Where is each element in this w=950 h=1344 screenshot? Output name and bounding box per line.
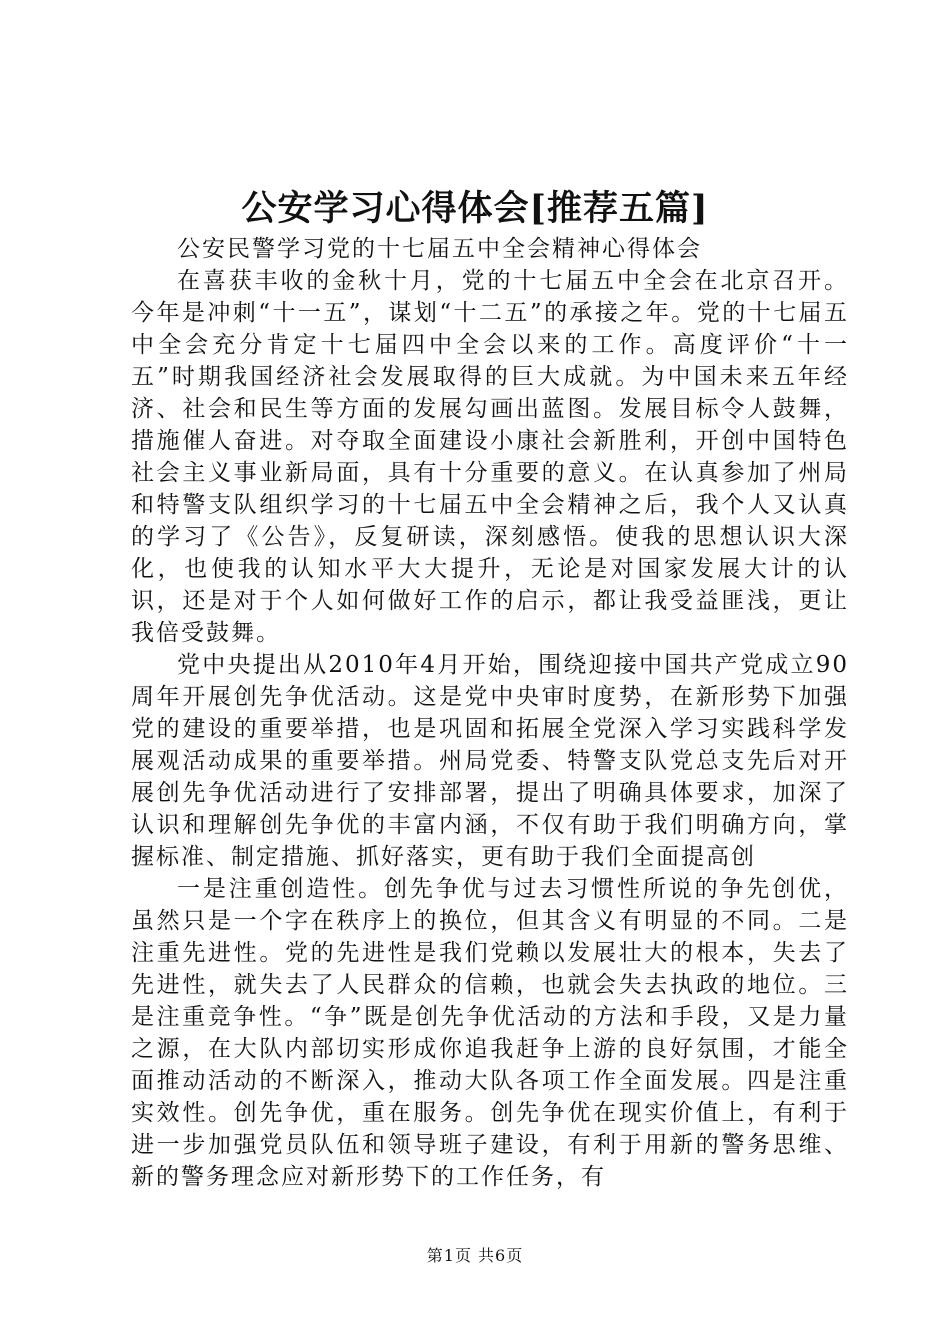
body-paragraph: 一是注重创造性。创先争优与过去习惯性所说的争先创优，虽然只是一个字在秩序上的换位，但其含义有明显的不同。二是注重先进性。党的先进性是我们党赖以发展壮大的根本，失去了先进性，就失去了人民群众的信赖，也就会失去执政的地位。三是注重竞争性。“争”既是创先争优活动的方法和手段，又是力量之源，在大队内部切实形成你追我赶争上游的良好氛围，才能全面推动活动的不断深入，推动大队各项工作全面发展。四是注重实效性。创先争优，重在服务。创先争优在现实价值上，有利于进一步加强党员队伍和领导班子建设，有利于用新的警务思维、新的警务理念应对新形势下的工作任务，有 <box>131 876 849 1190</box>
document-body <box>131 233 849 1193</box>
subtitle-paragraph: 公安民警学习党的十七届五中全会精神心得体会 <box>177 236 702 262</box>
body-paragraph: 在喜获丰收的金秋十月，党的十七届五中全会在北京召开。今年是冲刺“十一五”，谋划“十二五”的承接之年。党的十七届五中全会充分肯定十七届四中全会以来的工作。高度评价“十一五”时期我国经济社会发展取得的巨大成就。为中国未来五年经济、社会和民生等方面的发展勾画出蓝图。发展目标令人鼓舞，措施催人奋进。对夺取全面建设小康社会新胜利，开创中国特色社会主义事业新局面，具有十分重要的意义。在认真参加了州局和特警支队组织学习的十七届五中全会精神之后，我个人又认真的学习了《公告》，反复研读，深刻感悟。使我的思想认识大深化，也使我的认知水平大大提升，无论是对国家发展大计的认识，还是对于个人如何做好工作的启示，都让我受益匪浅，更让我倍受鼓舞。 <box>131 268 849 646</box>
body-paragraph: 党中央提出从2010年4月开始，围绕迎接中国共产党成立90周年开展创先争优活动。这是党中央审时度势，在新形势下加强党的建设的重要举措，也是巩固和拓展全党深入学习实践科学发展观活动成果的重要举措。州局党委、特警支队党总支先后对开展创先争优活动进行了安排部署，提出了明确具体要求，加深了认识和理解创先争优的丰富内涵，不仅有助于我们明确方向，掌握标准、制定措施、抓好落实，更有助于我们全面提高创 <box>131 652 849 870</box>
document-title: 公安学习心得体会[推荐五篇] <box>241 188 709 229</box>
page-number-footer: 第1页 共6页 <box>426 1246 524 1265</box>
